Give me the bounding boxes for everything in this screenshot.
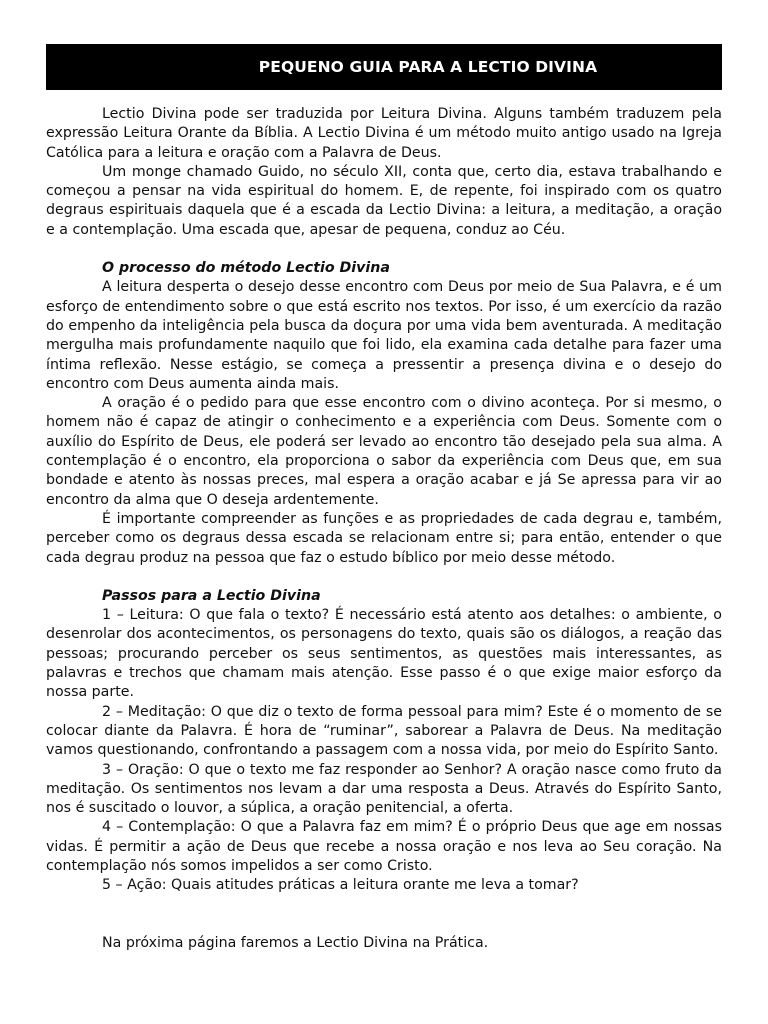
final-note: Na próxima página faremos a Lectio Divina na Prática. [102, 934, 489, 951]
process-paragraph: É importante compreender as funções e as propriedades de cada degrau e, também, perceber como os degraus dessa escada se relacionam entre si; para então, entender o que cada degrau produz na pessoa que faz o estudo bíblico por meio desse método. [46, 510, 722, 566]
intro-paragraph: Lectio Divina pode ser traduzida por Leitura Divina. Alguns também traduzem pela expressão Leitura Orante da Bíblia. A Lectio Divina é um método muito antigo usado na Igreja Católica para a leitura e oração com a Palavra de Deus. [46, 106, 722, 161]
document-body [46, 105, 722, 953]
step-contemplacao: 4 – Contemplação: O que a Palavra faz em mim? É o próprio Deus que age em nossas vidas. É permitir a ação de Deus que recebe a nossa oração e nos leva ao Seu coração. Na contemplação nós somos impelidos a ser como Cristo. [46, 819, 722, 874]
step-leitura: 1 – Leitura: O que fala o texto? É necessário está atento aos detalhes: o ambiente, o desenrolar dos acontecimentos, os personagens do texto, quais são os diálogos, a reação das pessoas; procurando perceber os seus sentimentos, as questões mais interessantes, as palavras e trechos que chamam mais atenção. Esse passo é o que exige maior esforço da nossa parte. [46, 607, 722, 701]
title-banner [46, 44, 722, 90]
step-oracao: 3 – Oração: O que o texto me faz responder ao Senhor? A oração nasce como fruto da meditação. Os sentimentos nos levam a dar uma resposta a Deus. Através do Espírito Santo, nos é suscitado o louvor, a súplica, a oração penitencial, a oferta. [46, 761, 722, 817]
section-heading-steps: Passos para a Lectio Divina [102, 587, 321, 604]
intro-paragraph: Um monge chamado Guido, no século XII, conta que, certo dia, estava trabalhando e começou a pensar na vida espiritual do homem. E, de repente, foi inspirado com os quatro degraus espirituais daquela que é a escada da Lectio Divina: a leitura, a meditação, a oração e a contemplação. Uma escada que, apesar de pequena, conduz ao Céu. [46, 163, 722, 238]
step-meditacao: 2 – Meditação: O que diz o texto de forma pessoal para mim? Este é o momento de se colocar diante da Palavra. É hora de “ruminar”, saborear a Palavra de Deus. Na meditação vamos questionando, confrontando a passagem com a nossa vida, por meio do Espírito Santo. [46, 703, 722, 759]
page-title: PEQUENO GUIA PARA A LECTIO DIVINA [258, 58, 598, 76]
section-heading-process: O processo do método Lectio Divina [102, 260, 390, 277]
process-paragraph: A leitura desperta o desejo desse encontro com Deus por meio de Sua Palavra, e é um esforço de entendimento sobre o que está escrito nos textos. Por isso, é um exercício da razão do empenho da inteligência pela busca da doçura por uma vida bem aventurada. A meditação mergulha mais profundamente naquilo que foi lido, ela examina cada detalhe para fazer uma íntima reflexão. Nesse estágio, se começa a pressentir a presença divina e o desejo do encontro com Deus aumenta ainda mais. [46, 279, 722, 392]
step-acao: 5 – Ação: Quais atitudes práticas a leitura orante me leva a tomar? [102, 877, 579, 894]
process-paragraph: A oração é o pedido para que esse encontro com o divino aconteça. Por si mesmo, o homem não é capaz de atingir o conhecimento e a experiência com Deus. Somente com o auxílio do Espírito de Deus, ele poderá ser levado ao encontro tão desejado pela sua alma. A contemplação é o encontro, ela proporciona o sabor da experiência com Deus que, em sua bondade e atento às nossas preces, mal espera a oração acabar e já Se apressa para vir ao encontro da alma que O deseja ardentemente. [46, 395, 722, 508]
